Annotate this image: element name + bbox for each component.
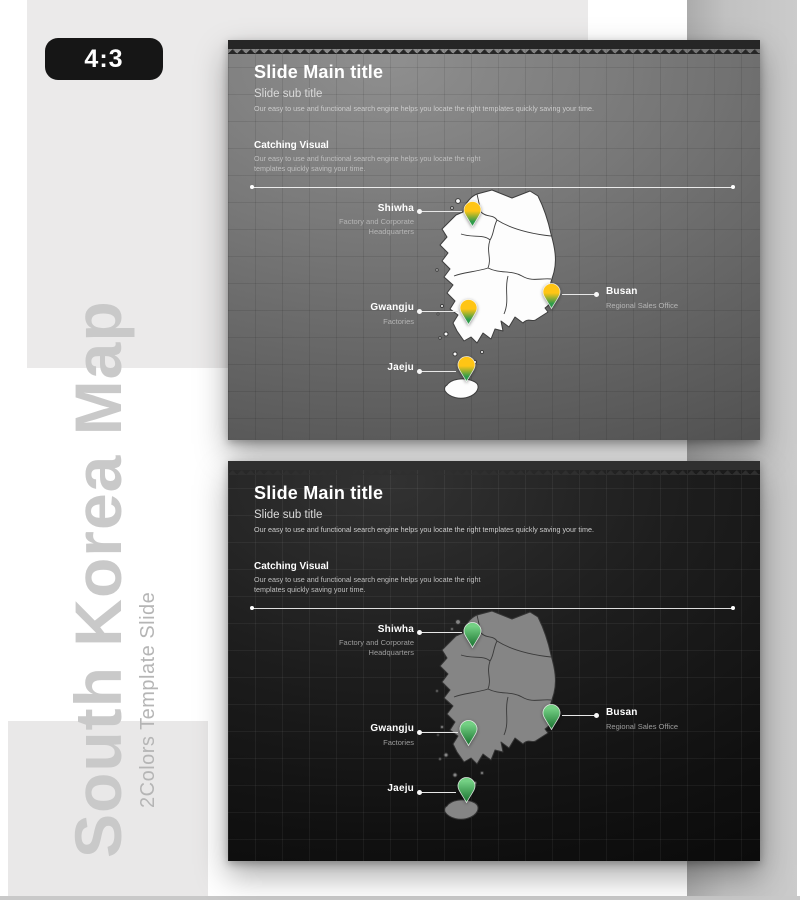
map-pin-icon bbox=[459, 719, 478, 747]
connector-dot bbox=[417, 309, 422, 314]
connector-line bbox=[562, 715, 595, 716]
location-name: Shiwha bbox=[377, 624, 414, 635]
location-name: Jaeju bbox=[387, 783, 414, 794]
connector-dot bbox=[594, 292, 599, 297]
connector-dot bbox=[417, 630, 422, 635]
location-description: Regional Sales Office bbox=[606, 722, 678, 731]
connector-line bbox=[421, 371, 456, 372]
sidebar-subtitle: 2Colors Template Slide bbox=[137, 591, 159, 808]
separator-dot-left bbox=[250, 606, 254, 610]
sidebar-title: South Korea Map bbox=[61, 300, 135, 858]
aspect-ratio-badge bbox=[45, 38, 163, 80]
slide-intro-text: Our easy to use and functional search engine helps you locate the right templates quickly saving your time. bbox=[254, 525, 594, 534]
location-description: Factories bbox=[383, 738, 414, 747]
connector-dot bbox=[417, 369, 422, 374]
connector-dot bbox=[417, 790, 422, 795]
slide-section-text: Our easy to use and functional search engine helps you locate the right templates quickly saving your time. bbox=[254, 154, 481, 173]
separator-dot-right bbox=[731, 606, 735, 610]
location-description: Factory and Corporate Headquarters bbox=[338, 638, 414, 657]
location-name: Busan bbox=[606, 707, 638, 718]
location-name: Gwangju bbox=[370, 723, 414, 734]
connector-dot bbox=[417, 209, 422, 214]
slide-preview-dark[interactable] bbox=[228, 461, 760, 861]
aspect-ratio-label: 4:3 bbox=[84, 44, 124, 73]
connector-dot bbox=[594, 713, 599, 718]
slide-sub-title: Slide sub title bbox=[254, 509, 323, 521]
background-bottom-strip bbox=[0, 896, 800, 900]
slide-intro-text: Our easy to use and functional search engine helps you locate the right templates quickly saving your time. bbox=[254, 104, 594, 113]
map-pin-icon bbox=[457, 776, 476, 804]
separator-dot-right bbox=[731, 185, 735, 189]
map-pin-icon bbox=[463, 621, 482, 649]
connector-line bbox=[421, 311, 458, 312]
map-pin-icon bbox=[542, 703, 561, 731]
separator-dot-left bbox=[250, 185, 254, 189]
map-pin-icon bbox=[457, 355, 476, 383]
location-description: Regional Sales Office bbox=[606, 301, 678, 310]
location-description: Factory and Corporate Headquarters bbox=[338, 217, 414, 236]
slide-preview-light[interactable] bbox=[228, 40, 760, 440]
connector-dot bbox=[417, 730, 422, 735]
slide-section-text: Our easy to use and functional search engine helps you locate the right templates quickly saving your time. bbox=[254, 575, 481, 594]
location-description: Factories bbox=[383, 317, 414, 326]
map-pin-icon bbox=[542, 282, 561, 310]
map-pin-icon bbox=[463, 200, 482, 228]
location-name: Jaeju bbox=[387, 362, 414, 373]
connector-line bbox=[421, 211, 462, 212]
connector-line bbox=[421, 792, 456, 793]
location-name: Gwangju bbox=[370, 302, 414, 313]
map-pin-icon bbox=[459, 298, 478, 326]
connector-line bbox=[421, 732, 458, 733]
location-name: Shiwha bbox=[377, 203, 414, 214]
slide-main-title: Slide Main title bbox=[254, 483, 384, 503]
zigzag-edge bbox=[228, 40, 760, 49]
slide-sub-title: Slide sub title bbox=[254, 88, 323, 100]
location-name: Busan bbox=[606, 286, 638, 297]
slide-main-title: Slide Main title bbox=[254, 62, 384, 82]
connector-line bbox=[562, 294, 595, 295]
slide-section-title: Catching Visual bbox=[254, 561, 329, 572]
zigzag-edge bbox=[228, 461, 760, 470]
connector-line bbox=[421, 632, 462, 633]
slide-section-title: Catching Visual bbox=[254, 140, 329, 151]
